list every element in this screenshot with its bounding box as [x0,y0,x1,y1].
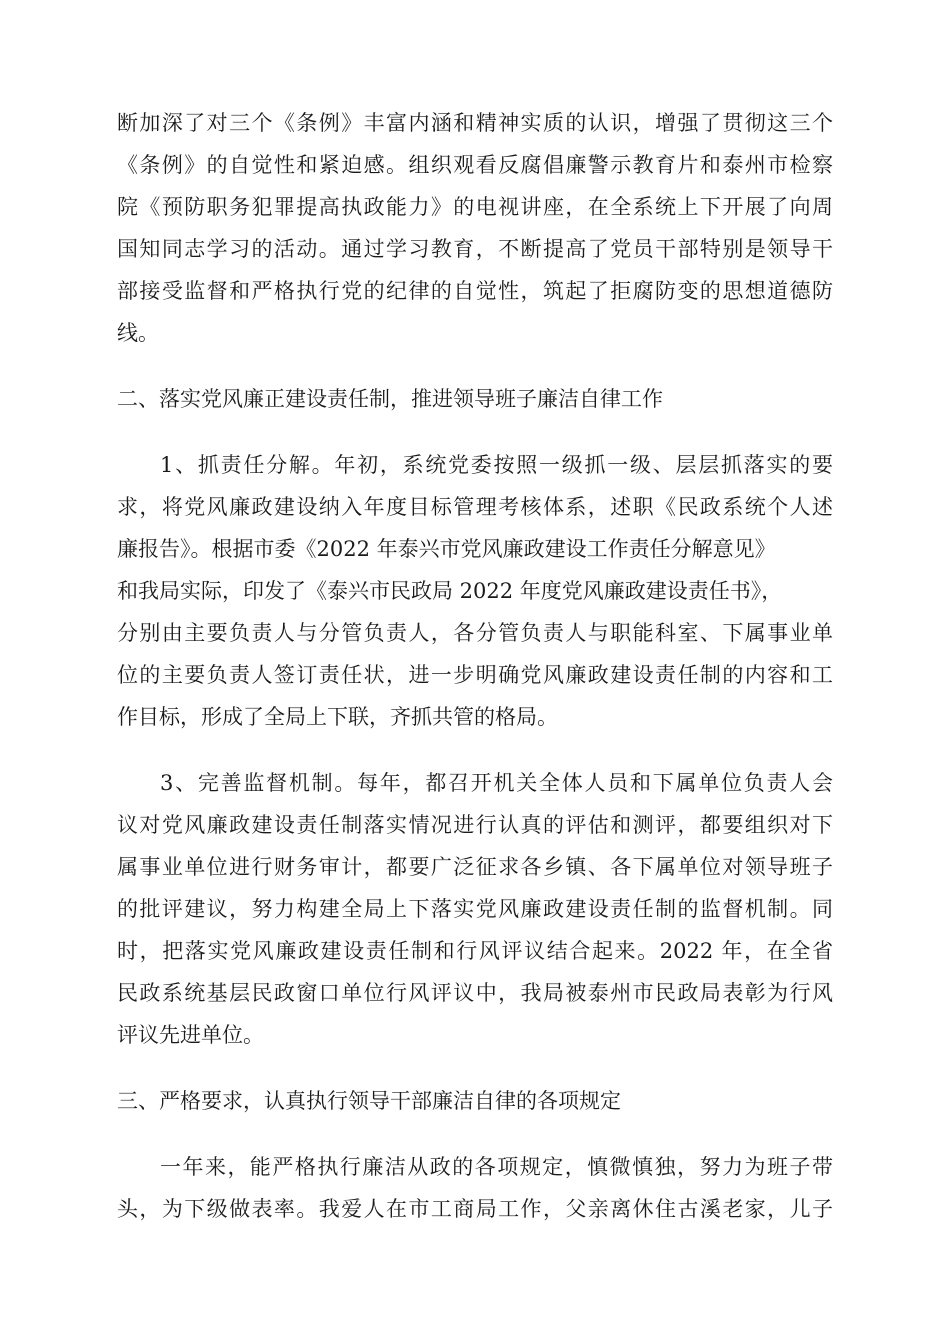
text-line: 求，将党风廉政建设纳入年度目标管理考核体系，述职《民政系统个人述 [117,495,833,519]
text-line: 一年来，能严格执行廉洁从政的各项规定，慎微慎独，努力为班子带 [160,1155,833,1179]
text-line: 国知同志学习的活动。通过学习教育，不断提高了党员干部特别是领导干 [117,237,833,261]
text-line: 线。 [117,321,159,345]
text-line: 头，为下级做表率。我爱人在市工商局工作，父亲离休住古溪老家，儿子 [117,1197,833,1221]
text-line: 作目标，形成了全局上下联，齐抓共管的格局。 [117,705,558,729]
text-line: 部接受监督和严格执行党的纪律的自觉性，筑起了拒腐防变的思想道德防 [117,279,833,303]
text-line: 断加深了对三个《条例》丰富内涵和精神实质的认识，增强了贯彻这三个 [117,111,833,135]
text-line: 《条例》的自觉性和紧迫感。组织观看反腐倡廉警示教育片和泰州市检察 [117,153,833,177]
text-line: 二、落实党风廉正建设责任制，推进领导班子廉洁自律工作 [117,387,663,411]
text-line: 和我局实际，印发了《泰兴市民政局 2022 年度党风廉政建设责任书》， [117,579,783,603]
text-line: 位的主要负责人签订责任状，进一步明确党风廉政建设责任制的内容和工 [117,663,833,687]
text-line: 廉报告》。根据市委《2022 年泰兴市党风廉政建设工作责任分解意见》 [117,537,776,561]
text-line: 1、抓责任分解。年初，系统党委按照一级抓一级、层层抓落实的要 [160,453,833,477]
text-line: 评议先进单位。 [117,1023,264,1047]
text-line: 院《预防职务犯罪提高执政能力》的电视讲座，在全系统上下开展了向周 [117,195,833,219]
text-line: 3、完善监督机制。每年，都召开机关全体人员和下属单位负责人会 [160,771,833,795]
text-line: 时，把落实党风廉政建设责任制和行风评议结合起来。2022 年，在全省 [117,939,833,963]
text-line: 民政系统基层民政窗口单位行风评议中，我局被泰州市民政局表彰为行风 [117,981,833,1005]
text-line: 分别由主要负责人与分管负责人，各分管负责人与职能科室、下属事业单 [117,621,833,645]
text-line: 的批评建议，努力构建全局上下落实党风廉政建设责任制的监督机制。同 [117,897,833,921]
text-line: 议对党风廉政建设责任制落实情况进行认真的评估和测评，都要组织对下 [117,813,833,837]
text-line: 三、严格要求，认真执行领导干部廉洁自律的各项规定 [117,1089,621,1113]
text-line: 属事业单位进行财务审计，都要广泛征求各乡镇、各下属单位对领导班子 [117,855,833,879]
